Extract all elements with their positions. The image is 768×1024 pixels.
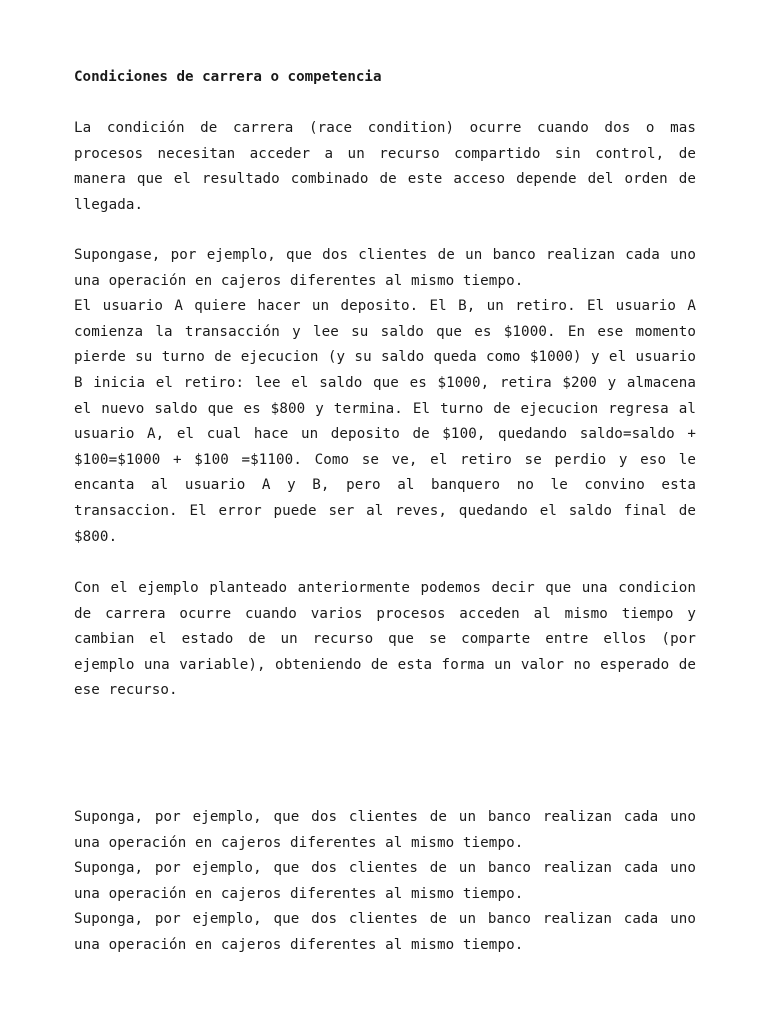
paragraph-line: Con el ejemplo planteado anteriormente podemos decir que una condicion de carrera ocurre cuando varios procesos acceden al mismo tiempo y cambian el estado de un recurso que se comparte entre ellos (por ejemplo una variable), obteniendo de esta forma un valor no esperado de ese recurso.	[74, 580, 696, 699]
paragraph-line: Suponga, por ejemplo, que dos clientes de un banco realizan cada uno una operación en cajeros diferentes al mismo tiempo.	[74, 860, 696, 902]
paragraph-repeated-example	[74, 805, 696, 959]
paragraph-race-condition-definition	[74, 116, 696, 218]
paragraph-line: El usuario A quiere hacer un deposito. El B, un retiro. El usuario A comienza la transacción y lee su saldo que es $1000. En ese momento pierde su turno de ejecucion (y su saldo queda como $1000) y el usuario B inicia el retiro: lee el saldo que es $1000, retira $200 y almacena el nuevo saldo que es $800 y termina. El turno de ejecucion regresa al usuario A, el cual hace un deposito de $100, quedando saldo=saldo + $100=$1000 + $100 =$1100. Como se ve, el retiro se perdio y eso le encanta al usuario A y B, pero al banquero no le convino esta transaccion. El error puede ser al reves, quedando el saldo final de $800.	[74, 298, 696, 545]
paragraph-bank-example	[74, 243, 696, 550]
paragraph-conclusion	[74, 576, 696, 704]
paragraph-line: Supongase, por ejemplo, que dos clientes de un banco realizan cada uno una operación en cajeros diferentes al mismo tiempo.	[74, 247, 696, 289]
paragraph-line: La condición de carrera (race condition) ocurre cuando dos o mas procesos necesitan acceder a un recurso compartido sin control, de manera que el resultado combinado de este acceso depende del orden de llegada.	[74, 120, 696, 213]
document-title: Condiciones de carrera o competencia	[74, 69, 382, 85]
paragraph-line: Suponga, por ejemplo, que dos clientes de un banco realizan cada uno una operación en cajeros diferentes al mismo tiempo.	[74, 911, 696, 953]
paragraph-line: Suponga, por ejemplo, que dos clientes de un banco realizan cada uno una operación en cajeros diferentes al mismo tiempo.	[74, 809, 696, 851]
